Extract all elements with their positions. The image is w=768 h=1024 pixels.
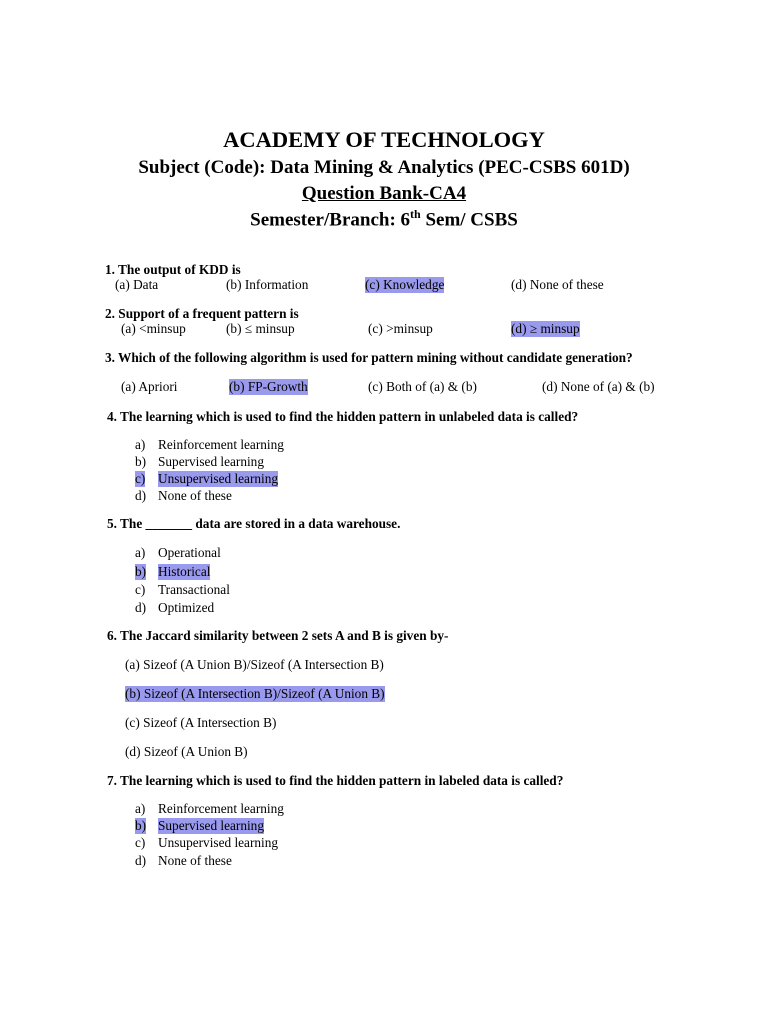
option-text: Optimized [158, 600, 215, 615]
institution-title: ACADEMY OF TECHNOLOGY [223, 127, 545, 152]
q3-option-c: (c) Both of (a) & (b) [368, 379, 477, 394]
q3-option-b-answer: (b) FP-Growth [229, 379, 308, 394]
semester-prefix: Semester/Branch: 6 [250, 209, 411, 231]
option-text: Supervised learning [158, 818, 264, 833]
semester-branch-heading [0, 207, 768, 231]
option-letter: a) [135, 545, 146, 560]
option-letter: d) [135, 600, 147, 615]
semester-suffix: Sem/ CSBS [420, 209, 518, 231]
subject-code-heading: Subject (Code): Data Mining & Analytics (PEC-CSBS 601D) [138, 157, 630, 178]
question-2: 2. Support of a frequent pattern is [105, 306, 299, 321]
q2-option-c: (c) >minsup [368, 321, 433, 336]
q6-option-a: (a) Sizeof (A Union B)/Sizeof (A Intersection B) [125, 657, 384, 672]
question-bank-title: Question Bank-CA4 [301, 183, 467, 204]
option-text: Operational [158, 545, 221, 560]
option-letter: d) [135, 853, 147, 868]
option-letter: b) [135, 564, 147, 579]
question-7: 7. The learning which is used to find the hidden pattern in labeled data is called? [107, 773, 564, 788]
option-text: None of these [158, 488, 232, 503]
q2-option-d-answer: (d) ≥ minsup [511, 321, 580, 336]
option-letter: c) [135, 582, 146, 597]
option-letter: a) [135, 437, 146, 452]
q1-option-c-answer: (c) Knowledge [365, 277, 445, 292]
option-text: Reinforcement learning [158, 801, 284, 816]
option-letter: b) [135, 454, 147, 469]
q2-option-a: (a) <minsup [121, 321, 186, 336]
q6-option-c: (c) Sizeof (A Intersection B) [125, 715, 277, 730]
option-text: Unsupervised learning [158, 835, 279, 850]
option-text: Historical [158, 564, 211, 579]
option-text: Supervised learning [158, 454, 264, 469]
q3-option-d: (d) None of (a) & (b) [542, 379, 655, 394]
option-text: Reinforcement learning [158, 437, 284, 452]
option-text: Transactional [158, 582, 230, 597]
q6-option-d: (d) Sizeof (A Union B) [125, 744, 248, 759]
q6-option-b-answer: (b) Sizeof (A Intersection B)/Sizeof (A Union B) [125, 686, 385, 701]
q2-option-b: (b) ≤ minsup [226, 321, 295, 336]
option-letter: c) [135, 835, 146, 850]
question-6: 6. The Jaccard similarity between 2 sets A and B is given by- [107, 628, 449, 643]
option-letter: b) [135, 818, 147, 833]
option-text: Unsupervised learning [158, 471, 279, 486]
question-4: 4. The learning which is used to find the hidden pattern in unlabeled data is called? [107, 409, 579, 424]
option-text: None of these [158, 853, 232, 868]
q1-option-b: (b) Information [226, 277, 309, 292]
question-5: 5. The _______ data are stored in a data warehouse. [107, 516, 401, 531]
question-1: 1. The output of KDD is [105, 262, 241, 277]
question-3: 3. Which of the following algorithm is used for pattern mining without candidate generation? [105, 350, 633, 365]
option-letter: a) [135, 801, 146, 816]
semester-superscript: th [410, 207, 421, 221]
q1-option-d: (d) None of these [511, 277, 604, 292]
q1-option-a: (a) Data [115, 277, 159, 292]
q3-option-a: (a) Apriori [121, 379, 178, 394]
option-letter: c) [135, 471, 146, 486]
option-letter: d) [135, 488, 147, 503]
